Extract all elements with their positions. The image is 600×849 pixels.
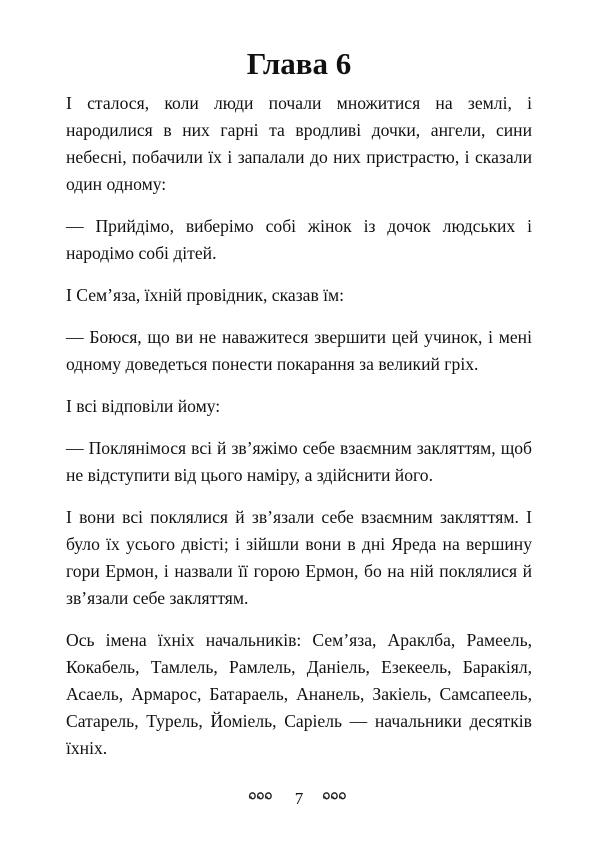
book-page	[66, 0, 532, 849]
paragraph: — Боюся, що ви не наважитеся звершити цей учинок, і мені одному доведеться понести покарання за великий гріх.	[66, 327, 532, 374]
paragraph: — Поклянімося всі й зв’яжімо себе взаємним закляттям, щоб не відступити від цього наміру, а здійснити його.	[66, 438, 532, 485]
fleuron-ornament-icon	[321, 787, 351, 811]
paragraph: І всі відповіли йому:	[66, 396, 221, 416]
fleuron-right-svg	[321, 789, 351, 803]
chapter-body	[66, 90, 532, 777]
page-number: 7	[294, 789, 304, 808]
paragraph: — Прийдімо, виберімо собі жінок із дочок людських і народімо собі дітей.	[66, 216, 532, 263]
chapter-title: Глава 6	[246, 46, 352, 81]
paragraph: І сталося, коли люди почали множитися на землі, і народилися в них гарні та вродливі дочки, ангели, сини небесні, побачили їх і запалали до них пристрастю, і сказали один одному:	[66, 93, 532, 194]
paragraph: Ось імена їхніх начальників: Сем’яза, Араклба, Рамеель, Кокабель, Тамлель, Рамлель, Даніель, Езекеель, Баракіял, Асаель, Армарос, Батараель, Ананель, Закіель, Самсапеель, Сатарель, Турель, Йоміель, Саріель — начальники десятків їхніх.	[66, 630, 532, 758]
paragraph: І Сем’яза, їхній провідник, сказав їм:	[66, 285, 345, 305]
fleuron-left-svg	[247, 789, 277, 803]
page-footer	[66, 787, 532, 811]
fleuron-ornament-icon	[247, 787, 277, 811]
paragraph: І вони всі поклялися й зв’язали себе взаємним закляттям. І було їх усього двісті; і зійшли вони в дні Яреда на вершину гори Ермон, і назвали її горою Ермон, бо на ній поклялися й зв’язали себе закляттям.	[66, 507, 532, 608]
